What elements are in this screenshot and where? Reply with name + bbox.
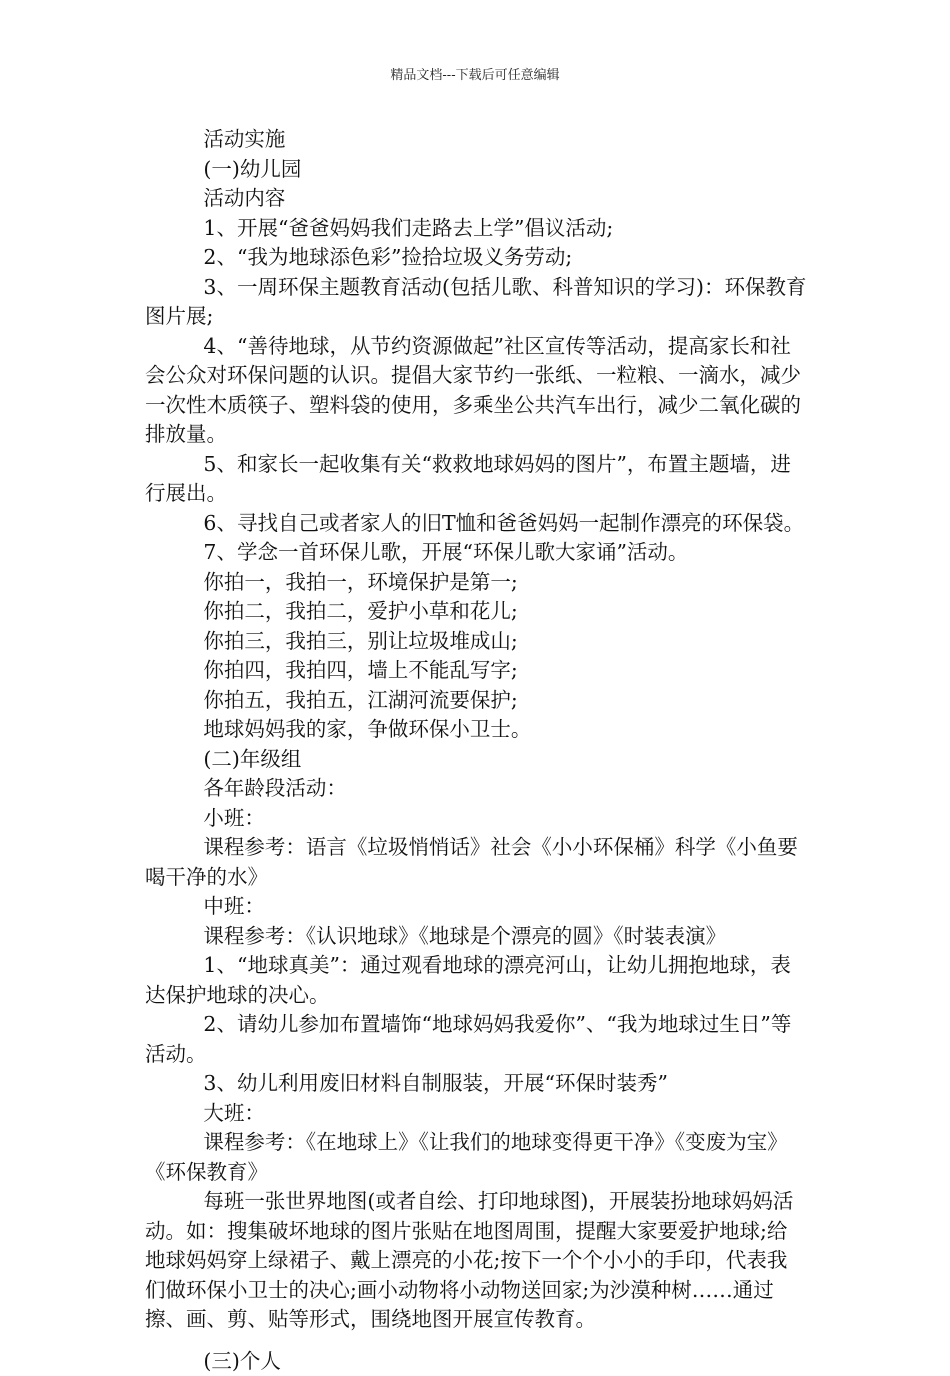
list-item: 3、一周环保主题教育活动(包括儿歌、科普知识的学习)：环保教育图片展; — [145, 273, 807, 332]
list-item: 5、和家长一起收集有关“救救地球妈妈的图片”，布置主题墙，进行展出。 — [145, 450, 807, 509]
subsection-heading: (二)年级组 — [145, 745, 807, 775]
rhyme-line: 你拍一，我拍一，环境保护是第一; — [145, 568, 807, 598]
subsection-heading: (一)幼儿园 — [145, 155, 807, 185]
paragraph: 活动内容 — [145, 184, 807, 214]
rhyme-line: 你拍五，我拍五，江湖河流要保护; — [145, 686, 807, 716]
paragraph: 课程参考：《认识地球》《地球是个漂亮的圆》《时装表演》 — [145, 922, 807, 952]
list-item: 1、“地球真美”：通过观看地球的漂亮河山，让幼儿拥抱地球，表达保护地球的决心。 — [145, 951, 807, 1010]
document-body — [145, 125, 807, 1376]
paragraph: 每班一张世界地图(或者自绘、打印地球图)，开展装扮地球妈妈活动。如：搜集破坏地球的图片张贴在地图周围，提醒大家要爱护地球;给地球妈妈穿上绿裙子、戴上漂亮的小花;按下一个个小小的手印，代表我们做环保小卫士的决心;画小动物将小动物送回家;为沙漠种树……通过擦、画、剪、贴等形式，围绕地图开展宣传教育。 — [145, 1187, 807, 1335]
list-item: 1、开展“爸爸妈妈我们走路去上学”倡议活动; — [145, 214, 807, 244]
rhyme-line: 你拍二，我拍二，爱护小草和花儿; — [145, 597, 807, 627]
list-item: 2、请幼儿参加布置墙饰“地球妈妈我爱你”、“我为地球过生日”等活动。 — [145, 1010, 807, 1069]
class-heading: 小班： — [145, 804, 807, 834]
paragraph: 课程参考：《在地球上》《让我们的地球变得更干净》《变废为宝》《环保教育》 — [145, 1128, 807, 1187]
list-item: 7、学念一首环保儿歌，开展“环保儿歌大家诵”活动。 — [145, 538, 807, 568]
class-heading: 中班： — [145, 892, 807, 922]
list-item: 4、“善待地球，从节约资源做起”社区宣传等活动，提高家长和社会公众对环保问题的认识。提倡大家节约一张纸、一粒粮、一滴水，减少一次性木质筷子、塑料袋的使用，多乘坐公共汽车出行，减少二氧化碳的排放量。 — [145, 332, 807, 450]
page-header: 精品文档---下载后可任意编辑 — [0, 64, 950, 83]
rhyme-line: 你拍三，我拍三，别让垃圾堆成山; — [145, 627, 807, 657]
list-item: 6、寻找自己或者家人的旧T恤和爸爸妈妈一起制作漂亮的环保袋。 — [145, 509, 807, 539]
section-heading: 活动实施 — [145, 125, 807, 155]
paragraph: 课程参考：语言《垃圾悄悄话》社会《小小环保桶》科学《小鱼要喝干净的水》 — [145, 833, 807, 892]
class-heading: 大班： — [145, 1099, 807, 1129]
subsection-heading: (三)个人 — [145, 1347, 807, 1376]
list-item: 2、“我为地球添色彩”捡拾垃圾义务劳动; — [145, 243, 807, 273]
rhyme-line: 地球妈妈我的家，争做环保小卫士。 — [145, 715, 807, 745]
rhyme-line: 你拍四，我拍四，墙上不能乱写字; — [145, 656, 807, 686]
paragraph: 各年龄段活动： — [145, 774, 807, 804]
list-item: 3、幼儿利用废旧材料自制服装，开展“环保时装秀” — [145, 1069, 807, 1099]
